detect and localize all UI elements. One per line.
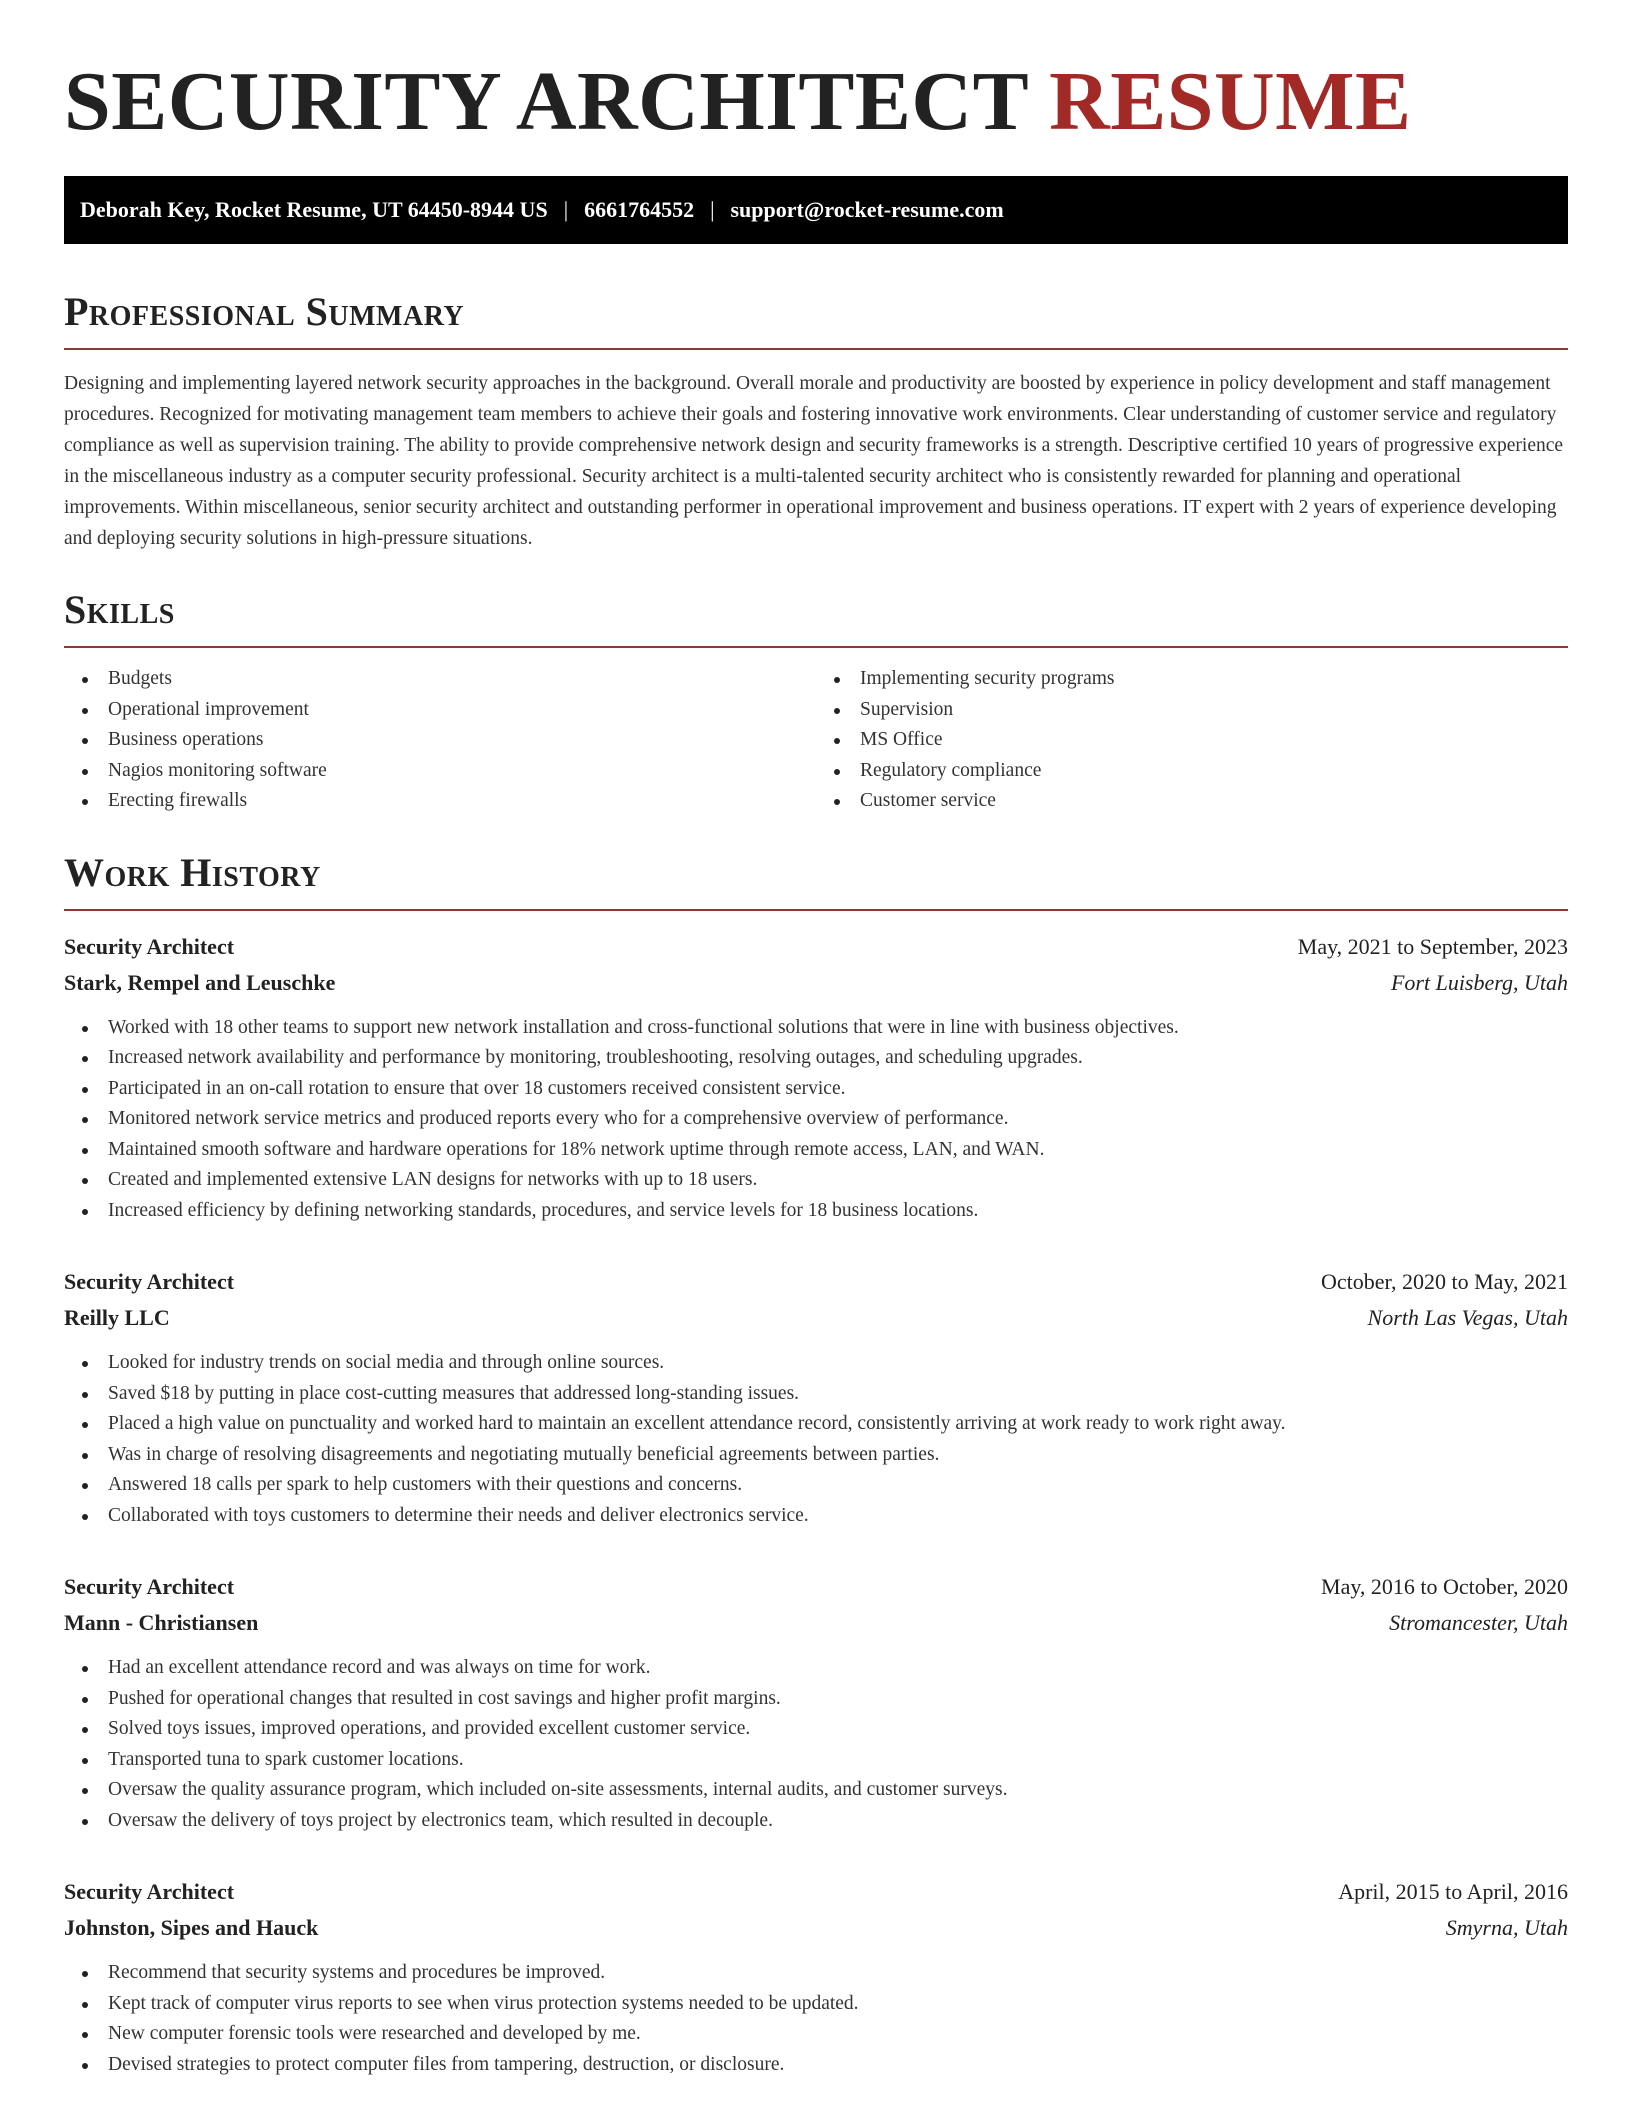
- job-duties: [64, 1958, 1568, 2080]
- job-company: Johnston, Sipes and Hauck: [64, 1915, 319, 1940]
- skill-item: Implementing security programs: [816, 664, 1568, 695]
- contact-separator: |: [563, 197, 569, 222]
- duty-item: Oversaw the delivery of toys project by electronics team, which resulted in decouple.: [64, 1806, 1568, 1837]
- duty-item: Was in charge of resolving disagreements and negotiating mutually beneficial agreements between parties.: [64, 1440, 1568, 1471]
- skill-item: Erecting firewalls: [64, 786, 816, 817]
- duty-item: New computer forensic tools were researched and developed by me.: [64, 2019, 1568, 2050]
- duty-item: Transported tuna to spark customer locations.: [64, 1745, 1568, 1776]
- duty-item: Increased efficiency by defining networking standards, procedures, and service levels for 18 business locations.: [64, 1196, 1568, 1227]
- job-company-row: [64, 1605, 1568, 1641]
- duty-item: Participated in an on-call rotation to ensure that over 18 customers received consistent service.: [64, 1074, 1568, 1105]
- skill-item: Regulatory compliance: [816, 756, 1568, 787]
- skills-column-left: [64, 664, 816, 817]
- job-duties: [64, 1013, 1568, 1227]
- job-duties: [64, 1653, 1568, 1836]
- job-location: Fort Luisberg, Utah: [1390, 969, 1568, 995]
- summary-heading: Professional Summary: [64, 289, 465, 334]
- contact-bar: [64, 176, 1568, 244]
- skill-item: MS Office: [816, 725, 1568, 756]
- duty-item: Had an excellent attendance record and was always on time for work.: [64, 1653, 1568, 1684]
- work-history-section: [64, 847, 1568, 2081]
- skills-grid: [64, 664, 1568, 817]
- duty-item: Collaborated with toys customers to determine their needs and deliver electronics service.: [64, 1501, 1568, 1532]
- duty-item: Solved toys issues, improved operations, and provided excellent customer service.: [64, 1714, 1568, 1745]
- job-dates: April, 2015 to April, 2016: [1338, 1879, 1568, 1904]
- duty-item: Answered 18 calls per spark to help customers with their questions and concerns.: [64, 1470, 1568, 1501]
- skill-item: Customer service: [816, 786, 1568, 817]
- duty-item: Saved $18 by putting in place cost-cutting measures that addressed long-standing issues.: [64, 1379, 1568, 1410]
- skill-item: Nagios monitoring software: [64, 756, 816, 787]
- duty-item: Maintained smooth software and hardware operations for 18% network uptime through remote access, LAN, and WAN.: [64, 1135, 1568, 1166]
- skill-item: Operational improvement: [64, 695, 816, 726]
- job-title: Security Architect: [64, 1269, 235, 1294]
- job-company-row: [64, 1910, 1568, 1946]
- skills-heading: Skills: [64, 587, 175, 632]
- duty-item: Kept track of computer virus reports to see when virus protection systems needed to be updated.: [64, 1989, 1568, 2020]
- job-header-row: [64, 1874, 1568, 1910]
- job-title: Security Architect: [64, 1574, 235, 1599]
- contact-phone: 6661764552: [584, 197, 695, 222]
- duty-item: Oversaw the quality assurance program, which included on-site assessments, internal audits, and customer surveys.: [64, 1775, 1568, 1806]
- job-company-row: [64, 1300, 1568, 1336]
- job-entry: [64, 1569, 1568, 1836]
- duty-item: Created and implemented extensive LAN designs for networks with up to 18 users.: [64, 1165, 1568, 1196]
- job-header-row: [64, 929, 1568, 965]
- summary-text: Designing and implementing layered network security approaches in the background. Overall morale and productivity are boosted by experience in policy development and staff management procedures. Recognized for motivating management team members to achieve their goals and fostering innovative work environments. Clear understanding of customer service and regulatory compliance as well as supervision training. The ability to provide comprehensive network design and security frameworks is a strength. Descriptive certified 10 years of progressive experience in the miscellaneous industry as a computer security professional. Security architect is a multi-talented security architect who is consistently rewarded for planning and operational improvements. Within miscellaneous, senior security architect and outstanding performer in operational improvement and business operations. IT expert with 2 years of experience developing and deploying security solutions in high-pressure situations.: [64, 373, 1564, 549]
- duty-item: Pushed for operational changes that resulted in cost savings and higher profit margins.: [64, 1684, 1568, 1715]
- resume-title: [64, 52, 1568, 152]
- job-title: Security Architect: [64, 1879, 235, 1904]
- duty-item: Placed a high value on punctuality and worked hard to maintain an excellent attendance record, consistently arriving at work ready to work right away.: [64, 1409, 1568, 1440]
- job-location: North Las Vegas, Utah: [1367, 1305, 1568, 1330]
- title-main: SECURITY ARCHITECT: [64, 55, 1028, 148]
- contact-address: Deborah Key, Rocket Resume, UT 64450-8944 US: [80, 197, 548, 222]
- contact-email: support@rocket-resume.com: [730, 197, 1004, 222]
- job-entry: [64, 1874, 1568, 2080]
- job-dates: May, 2016 to October, 2020: [1321, 1574, 1568, 1599]
- skills-section: [64, 584, 1568, 817]
- job-header-row: [64, 1264, 1568, 1300]
- job-company: Reilly LLC: [64, 1305, 170, 1330]
- duty-item: Recommend that security systems and procedures be improved.: [64, 1958, 1568, 1989]
- duty-item: Worked with 18 other teams to support new network installation and cross-functional solutions that were in line with business objectives.: [64, 1013, 1568, 1044]
- skill-item: Budgets: [64, 664, 816, 695]
- duty-item: Increased network availability and performance by monitoring, troubleshooting, resolving outages, and scheduling upgrades.: [64, 1043, 1568, 1074]
- skill-item: Business operations: [64, 725, 816, 756]
- contact-separator: |: [710, 197, 715, 222]
- skills-column-right: [816, 664, 1568, 817]
- job-dates: October, 2020 to May, 2021: [1321, 1269, 1568, 1294]
- duty-item: Devised strategies to protect computer files from tampering, destruction, or disclosure.: [64, 2050, 1568, 2081]
- section-divider: [64, 646, 1568, 648]
- job-duties: [64, 1348, 1568, 1531]
- work-history-heading: Work History: [64, 849, 321, 895]
- job-entry: [64, 1264, 1568, 1531]
- section-divider: [64, 909, 1568, 911]
- job-entry: [64, 929, 1568, 1227]
- job-location: Stromancester, Utah: [1389, 1610, 1568, 1635]
- job-location: Smyrna, Utah: [1445, 1915, 1568, 1940]
- section-divider: [64, 348, 1568, 350]
- job-company: Stark, Rempel and Leuschke: [64, 969, 336, 995]
- job-company-row: [64, 965, 1568, 1001]
- job-header-row: [64, 1569, 1568, 1605]
- job-dates: May, 2021 to September, 2023: [1297, 933, 1568, 959]
- job-company: Mann - Christiansen: [64, 1610, 259, 1635]
- summary-section: [64, 286, 1568, 554]
- duty-item: Looked for industry trends on social media and through online sources.: [64, 1348, 1568, 1379]
- duty-item: Monitored network service metrics and produced reports every who for a comprehensive overview of performance.: [64, 1104, 1568, 1135]
- job-title: Security Architect: [64, 933, 235, 959]
- skill-item: Supervision: [816, 695, 1568, 726]
- title-accent: RESUME: [1049, 55, 1412, 148]
